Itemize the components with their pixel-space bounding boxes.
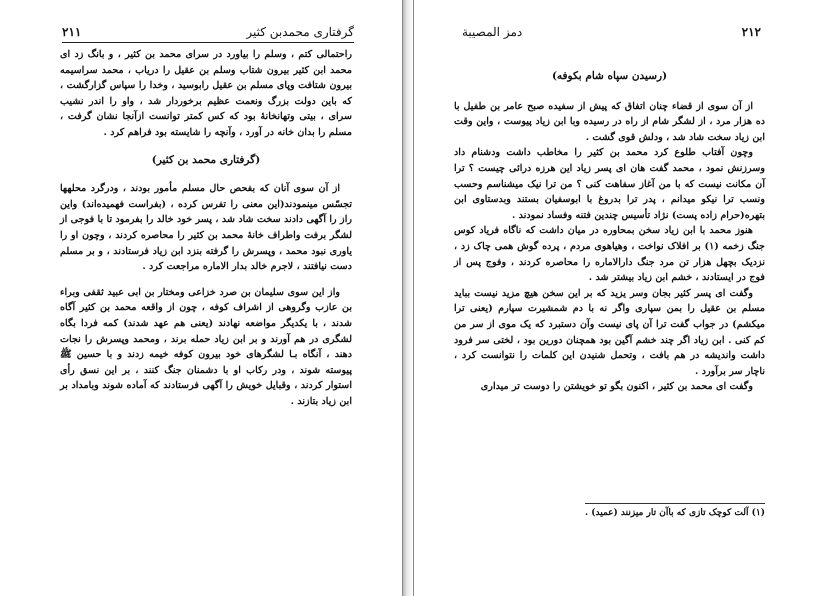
right-paragraph-3: هنوز محمد با ابن زیاد سخن بمحاوره در میان داشت که ناگاه فریاد کوس جنگ زخمه (۱) بر افلاک نواخت ، وهیاهوی مردم ، پرده گوش همی چاک زد ، نزدیک بچهل هزار تن مرد جنگ دارالاماره را محاصره کردند ، وفوج پس از فوج در ایستادند ، خشم ابن زیاد بیشتر شد . [454,225,765,284]
footnote: (۱) آلت کوچک تازی که باآن تار میزنند (عمید) . [584,508,765,518]
right-page-number: ۲۱۲ [741,25,761,39]
right-paragraph-1: از آن سوی از قضاء چنان اتفاق که پیش از سفیده صبح عامر بن طفیل با ده هزار مرد ، از لشگر شام از راه در رسیده وبا ابن زیاد پیوست ، واین وقت ابن زیاد سخت شاد شد ، ودلش قوی گشت . [454,100,765,143]
right-paragraph-2: وچون آفتاب طلوع کرد محمد بن کثیر را مخاطب داشت ودشنام داد وسرزنش نمود ، محمد گفت هان ای پسر زیاد این هرزه درائی چیست ؟ ترا آن مکانت نیست که با من آغاز سفاهت کنی ؟ من ترا نیک میشناسم وحسب ونسب ترا نیکو میدانم ، پدر ترا بدروغ با ابوسفیان بستند وبدستاوی ابن بتهره(حرام زاده پست) نژاد تأسیس چندین فتنه وفساد نمودند . [454,147,765,221]
right-page-header [462,22,761,42]
left-paragraph-2: از آن سوی آنان که بفحص حال مسلم مأمور بودند ، ودرگرد محلهها تجسّس مینمودند(این معنی را تفرس کرده ، (بفراست فهمیده‌اند) واین راز را آگهی دادند سخت شاد شد ، پسر خود خالد را بفرمود تا با فوجی از لشگر برفت واطراف خانهٔ محمد بن کثیر را محاصره کردند ، وچون او را یاوری نبود محمد ، وپسرش را گرفته بنزد ابن زیاد فرستادند ، و بر مسلم دست نیافتند ، لاجرم خالد بدار الاماره مراجعت کرد . [60,183,352,273]
right-paragraph-4: وگفت ای پسر کثیر بجان وسر یزید که بر این سخن هیچ مزید نیست بباید مسلم بن عقیل را بمن سپاری واگر نه با دم شمشیرت سپارم (یعنی ترا میکشم) در جواب گفت ترا آن پای نیست وآن دستبرد که یک موی از سر من کم کنی . ابن زیاد اگر چند خشم آگین بود همچنان دورین بود ، لختی سر فرود داشت واندیشه در هم بافت ، وتحمل شنیدن این کلمات را نتوانست کرد ، ناچار سر برآورد . [454,287,765,377]
right-header-title: دمز المصیبة [462,25,523,39]
right-page-body [454,60,765,395]
right-paragraph-5: وگفت ای محمد بن کثیر ، اکنون بگو تو خویشتن را دوست تر میداری [480,381,753,393]
footnote-divider [585,503,765,504]
left-page [0,0,403,596]
right-page [413,0,815,596]
left-header-title: گرفتاری محمدبن کثیر [246,25,354,39]
left-opening-paragraph: راحتمالی کتم ، وسلم را بیاورد در سرای محمد بن کثیر ، و بانگ زد ای محمد ابن کثیر بیرون شتاب وسلم بن عقیل را دریاب ، محمد سراسیمه بیرون شتافت وپای مسلم بن عقیل رابوسید ، وخدا را سپاس گزارگشت ، که باین دولت بزرگ ونعمت عظیم برخوردار شد ، واو را اندر نشیب سرای ، بیتی وتهانخانهٔ بود که کس کمتر توانست ازآنجا نشان گرفت ، مسلم را بدان خانه در آورد ، وآنچه را شایسته بود فراهم کرد . [60,49,352,138]
book-gutter [403,0,413,596]
left-page-header [62,22,354,43]
right-section-heading: (رسیدن سپاه شام بکوفه) [551,70,668,82]
left-page-body [60,47,352,409]
left-page-number: ۲۱۱ [62,25,82,39]
left-section-heading: (گرفتاری محمد بن کثیر) [151,153,261,166]
left-paragraph-3: واز این سوی سلیمان بن صرد خزاعی ومختار بن ابی عبید ثقفی وبراء بن عازب وگروهی از اشراف کوفه ، چون از واقعه محمد بن کثیر آگاه شدند ، با یکدیگر مواضعه نهادند (یعنی هم عهد شدند) کمه فردا بگاه لشگری در هم آورند و بر ابن زیاد حمله برند ، ومحمد وپسرش را نجات دهند ، آنگاه بـا لشگرهای خود بیرون کوفه خیمه زدند و با حسین ﷺ پیوسته شوند ، ودر رکاب او با دشمنان جنگ کنند ، بر این نسق رأی استوار کردند ، وقبایل خویش را آگهی فرستادند که آماده شوند وبامداد بر ابن زیاد بتازند . [60,286,352,407]
